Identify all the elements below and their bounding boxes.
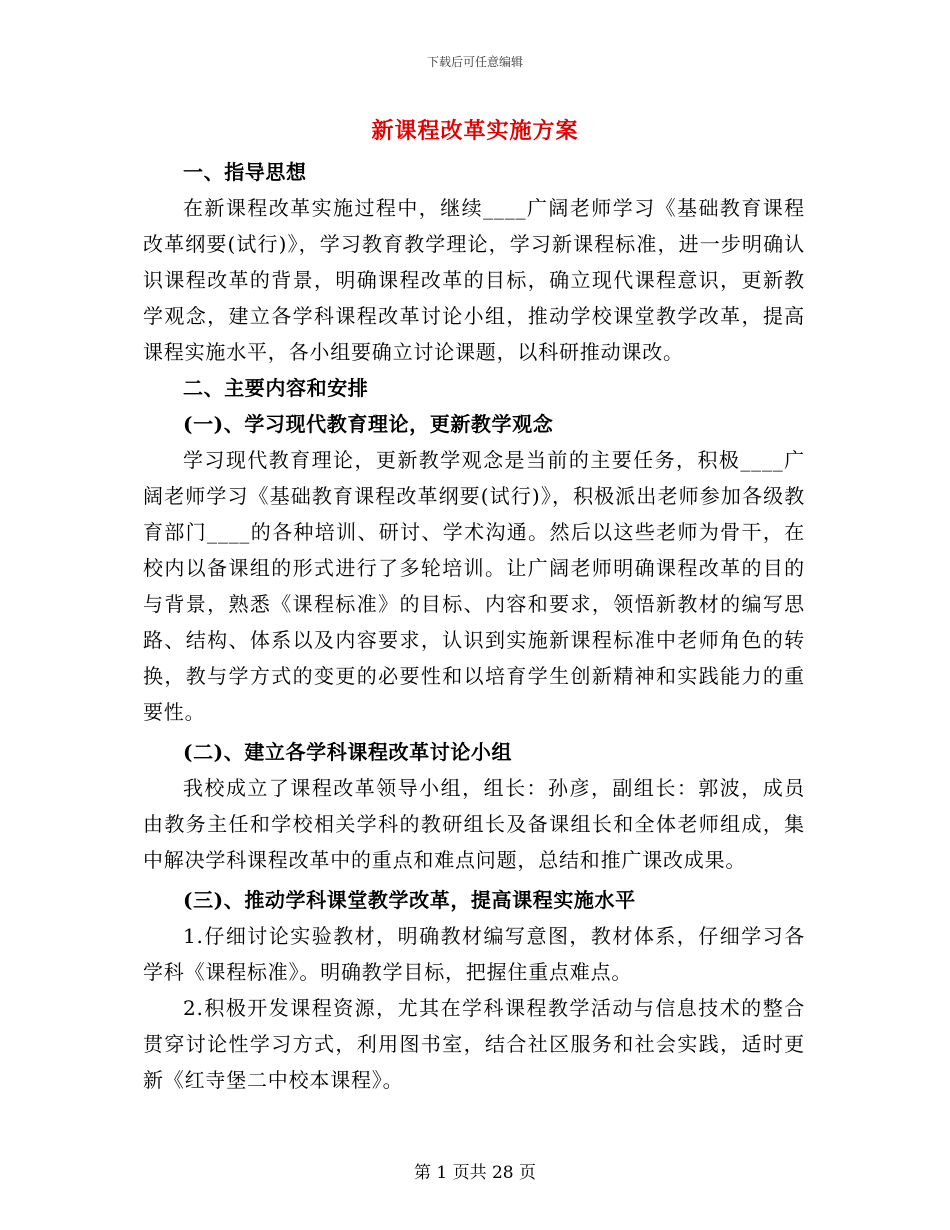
subsection-heading-1: (一)、学习现代教育理论，更新教学观念	[183, 412, 554, 436]
page-header: 下载后可任意编辑	[426, 55, 523, 69]
section-heading-guiding-ideology: 一、指导思想	[183, 160, 307, 184]
paragraph-guiding-ideology: 在新课程改革实施过程中，继续____广阔老师学习《基础教育课程改革纲要(试行)》，学习教育教学理论，学习新课程标准，进一步明确认识课程改革的背景，明确课程改革的目标，确立现代课程意识，更新教学观念，建立各学科课程改革讨论小组，推动学校课堂教学改革，提高课程实施水平，各小组要确立讨论课题，以科研推动课改。	[143, 196, 805, 364]
page-footer: 第 1 页共 28 页	[413, 1163, 537, 1183]
document-title: 新课程改革实施方案	[371, 118, 579, 144]
subsection-heading-3: (三)、推动学科课堂教学改革，提高课程实施水平	[183, 888, 636, 912]
subsection-heading-2: (二)、建立各学科课程改革讨论小组	[183, 740, 513, 764]
list-item-1: 1.仔细讨论实验教材，明确教材编写意图，教材体系，仔细学习各学科《课程标准》。明确教学目标，把握住重点难点。	[143, 924, 805, 984]
paragraph-subsection-1: 学习现代教育理论，更新教学观念是当前的主要任务，积极____广阔老师学习《基础教育课程改革纲要(试行)》，积极派出老师参加各级教育部门____的各种培训、研讨、学术沟通。然后以这些老师为骨干，在校内以备课组的形式进行了多轮培训。让广阔老师明确课程改革的目的与背景，熟悉《课程标准》的目标、内容和要求，领悟新教材的编写思路、结构、体系以及内容要求，认识到实施新课程标准中老师角色的转换，教与学方式的变更的必要性和以培育学生创新精神和实践能力的重要性。	[143, 448, 805, 724]
paragraph-subsection-2: 我校成立了课程改革领导小组，组长：孙彦，副组长：郭波，成员由教务主任和学校相关学科的教研组长及备课组长和全体老师组成，集中解决学科课程改革中的重点和难点问题，总结和推广课改成果。	[143, 776, 805, 872]
section-heading-main-content: 二、主要内容和安排	[183, 376, 369, 400]
document-body	[143, 154, 805, 1098]
list-item-2: 2.积极开发课程资源，尤其在学科课程教学活动与信息技术的整合贯穿讨论性学习方式，利用图书室，结合社区服务和社会实践，适时更新《红寺堡二中校本课程》。	[143, 996, 805, 1092]
